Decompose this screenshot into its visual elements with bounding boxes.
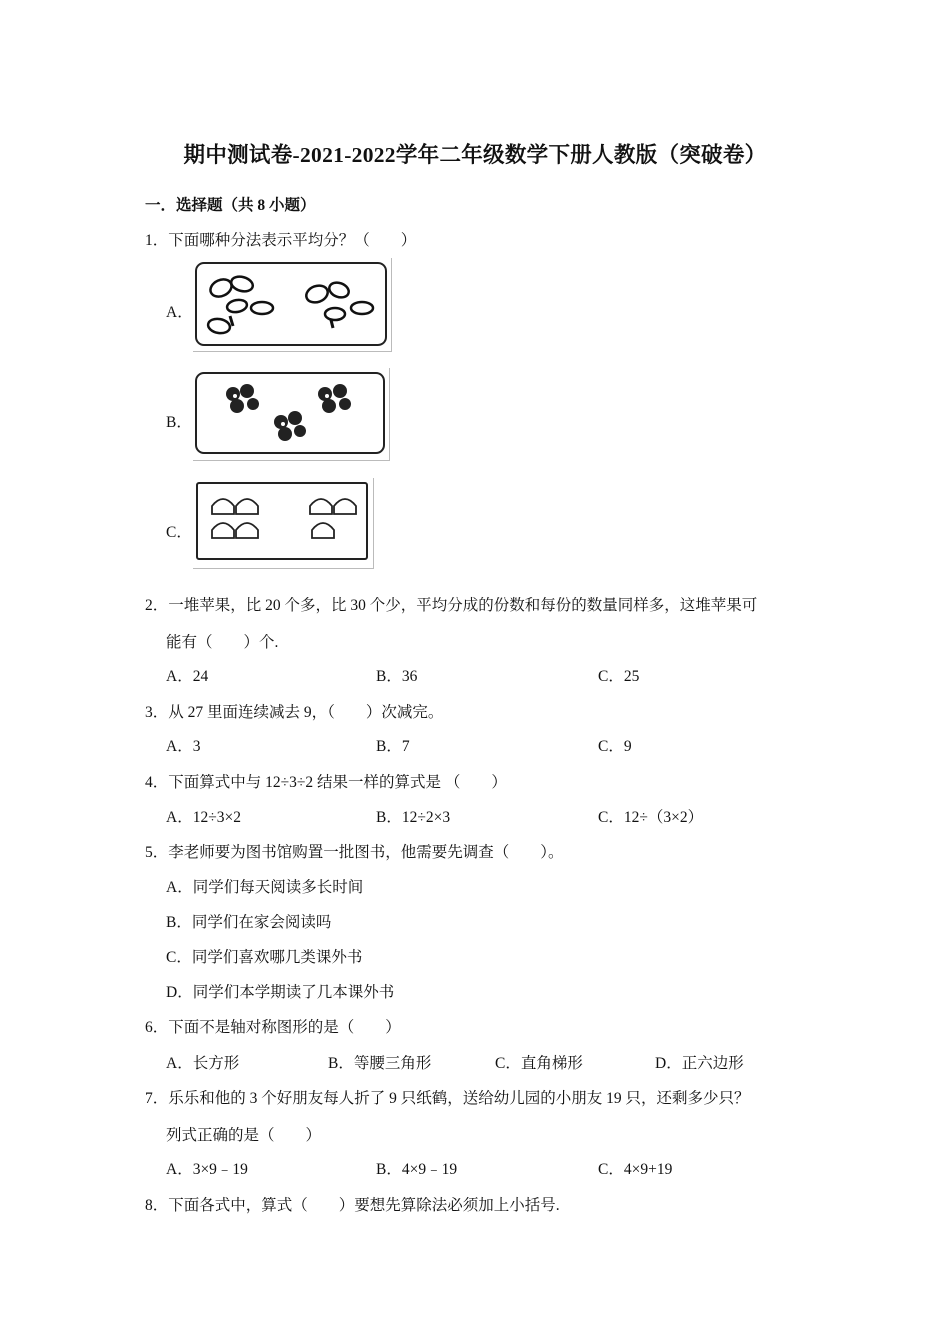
question-3-option-a: A．3 xyxy=(166,738,201,755)
option-c-picture xyxy=(196,482,368,560)
question-4-option-b: B．12÷2×3 xyxy=(376,809,451,826)
question-7-stem-continued: 列式正确的是（ ） xyxy=(166,1127,322,1144)
question-6-option-b: B．等腰三角形 xyxy=(328,1055,432,1072)
question-1-option-c: C． xyxy=(166,524,192,541)
question-1-option-a: A． xyxy=(166,304,193,321)
question-5-option-c: C．同学们喜欢哪几类课外书 xyxy=(166,949,363,966)
question-1-option-b: B． xyxy=(166,414,192,431)
question-2-stem-continued: 能有（ ）个. xyxy=(166,634,279,651)
question-5-stem: 5．李老师要为图书馆购置一批图书，他需要先调查（ ）。 xyxy=(145,844,564,861)
question-3-stem: 3．从 27 里面连续减去 9，（ ）次减完。 xyxy=(145,704,444,721)
question-2-stem: 2．一堆苹果，比 20 个多，比 30 个少，平均分成的份数和每份的数量同样多，这堆苹果可 xyxy=(145,597,758,614)
question-1-stem: 1．下面哪种分法表示平均分？（ ） xyxy=(145,232,417,249)
question-7-option-a: A．3×9﹣19 xyxy=(166,1161,248,1178)
question-3-option-c: C．9 xyxy=(598,738,632,755)
question-3-option-b: B．7 xyxy=(376,738,410,755)
question-4-option-a: A．12÷3×2 xyxy=(166,809,241,826)
question-7-stem: 7．乐乐和他的 3 个好朋友每人折了 9 只纸鹤，送给幼儿园的小朋友 19 只，还剩多少只？ xyxy=(145,1090,750,1107)
option-a-picture xyxy=(195,262,387,346)
question-6-stem: 6．下面不是轴对称图形的是（ ） xyxy=(145,1019,401,1036)
question-5-option-a: A．同学们每天阅读多长时间 xyxy=(166,879,364,896)
question-5-option-d: D．同学们本学期读了几本课外书 xyxy=(166,984,395,1001)
question-4-stem: 4．下面算式中与 12÷3÷2 结果一样的算式是 （ ） xyxy=(145,774,507,791)
question-6-option-a: A．长方形 xyxy=(166,1055,240,1072)
question-6-option-c: C．直角梯形 xyxy=(495,1055,583,1072)
question-6-option-d: D．正六边形 xyxy=(655,1055,744,1072)
section-heading: 一．选择题（共 8 小题） xyxy=(145,197,316,214)
leaves-illustration xyxy=(197,264,385,344)
question-2-option-b: B．36 xyxy=(376,668,418,685)
question-7-option-c: C．4×9+19 xyxy=(598,1161,673,1178)
question-7-option-b: B．4×9﹣19 xyxy=(376,1161,458,1178)
question-4-option-c: C．12÷（3×2） xyxy=(598,809,704,826)
cakes-illustration xyxy=(198,484,366,558)
flowers-illustration xyxy=(197,374,383,452)
page-title: 期中测试卷-2021-2022学年二年级数学下册人教版（突破卷） xyxy=(183,143,767,167)
question-8-stem: 8．下面各式中，算式（ ）要想先算除法必须加上小括号. xyxy=(145,1197,560,1214)
question-5-option-b: B．同学们在家会阅读吗 xyxy=(166,914,332,931)
question-2-option-c: C．25 xyxy=(598,668,640,685)
option-b-picture xyxy=(195,372,385,454)
question-2-option-a: A．24 xyxy=(166,668,209,685)
